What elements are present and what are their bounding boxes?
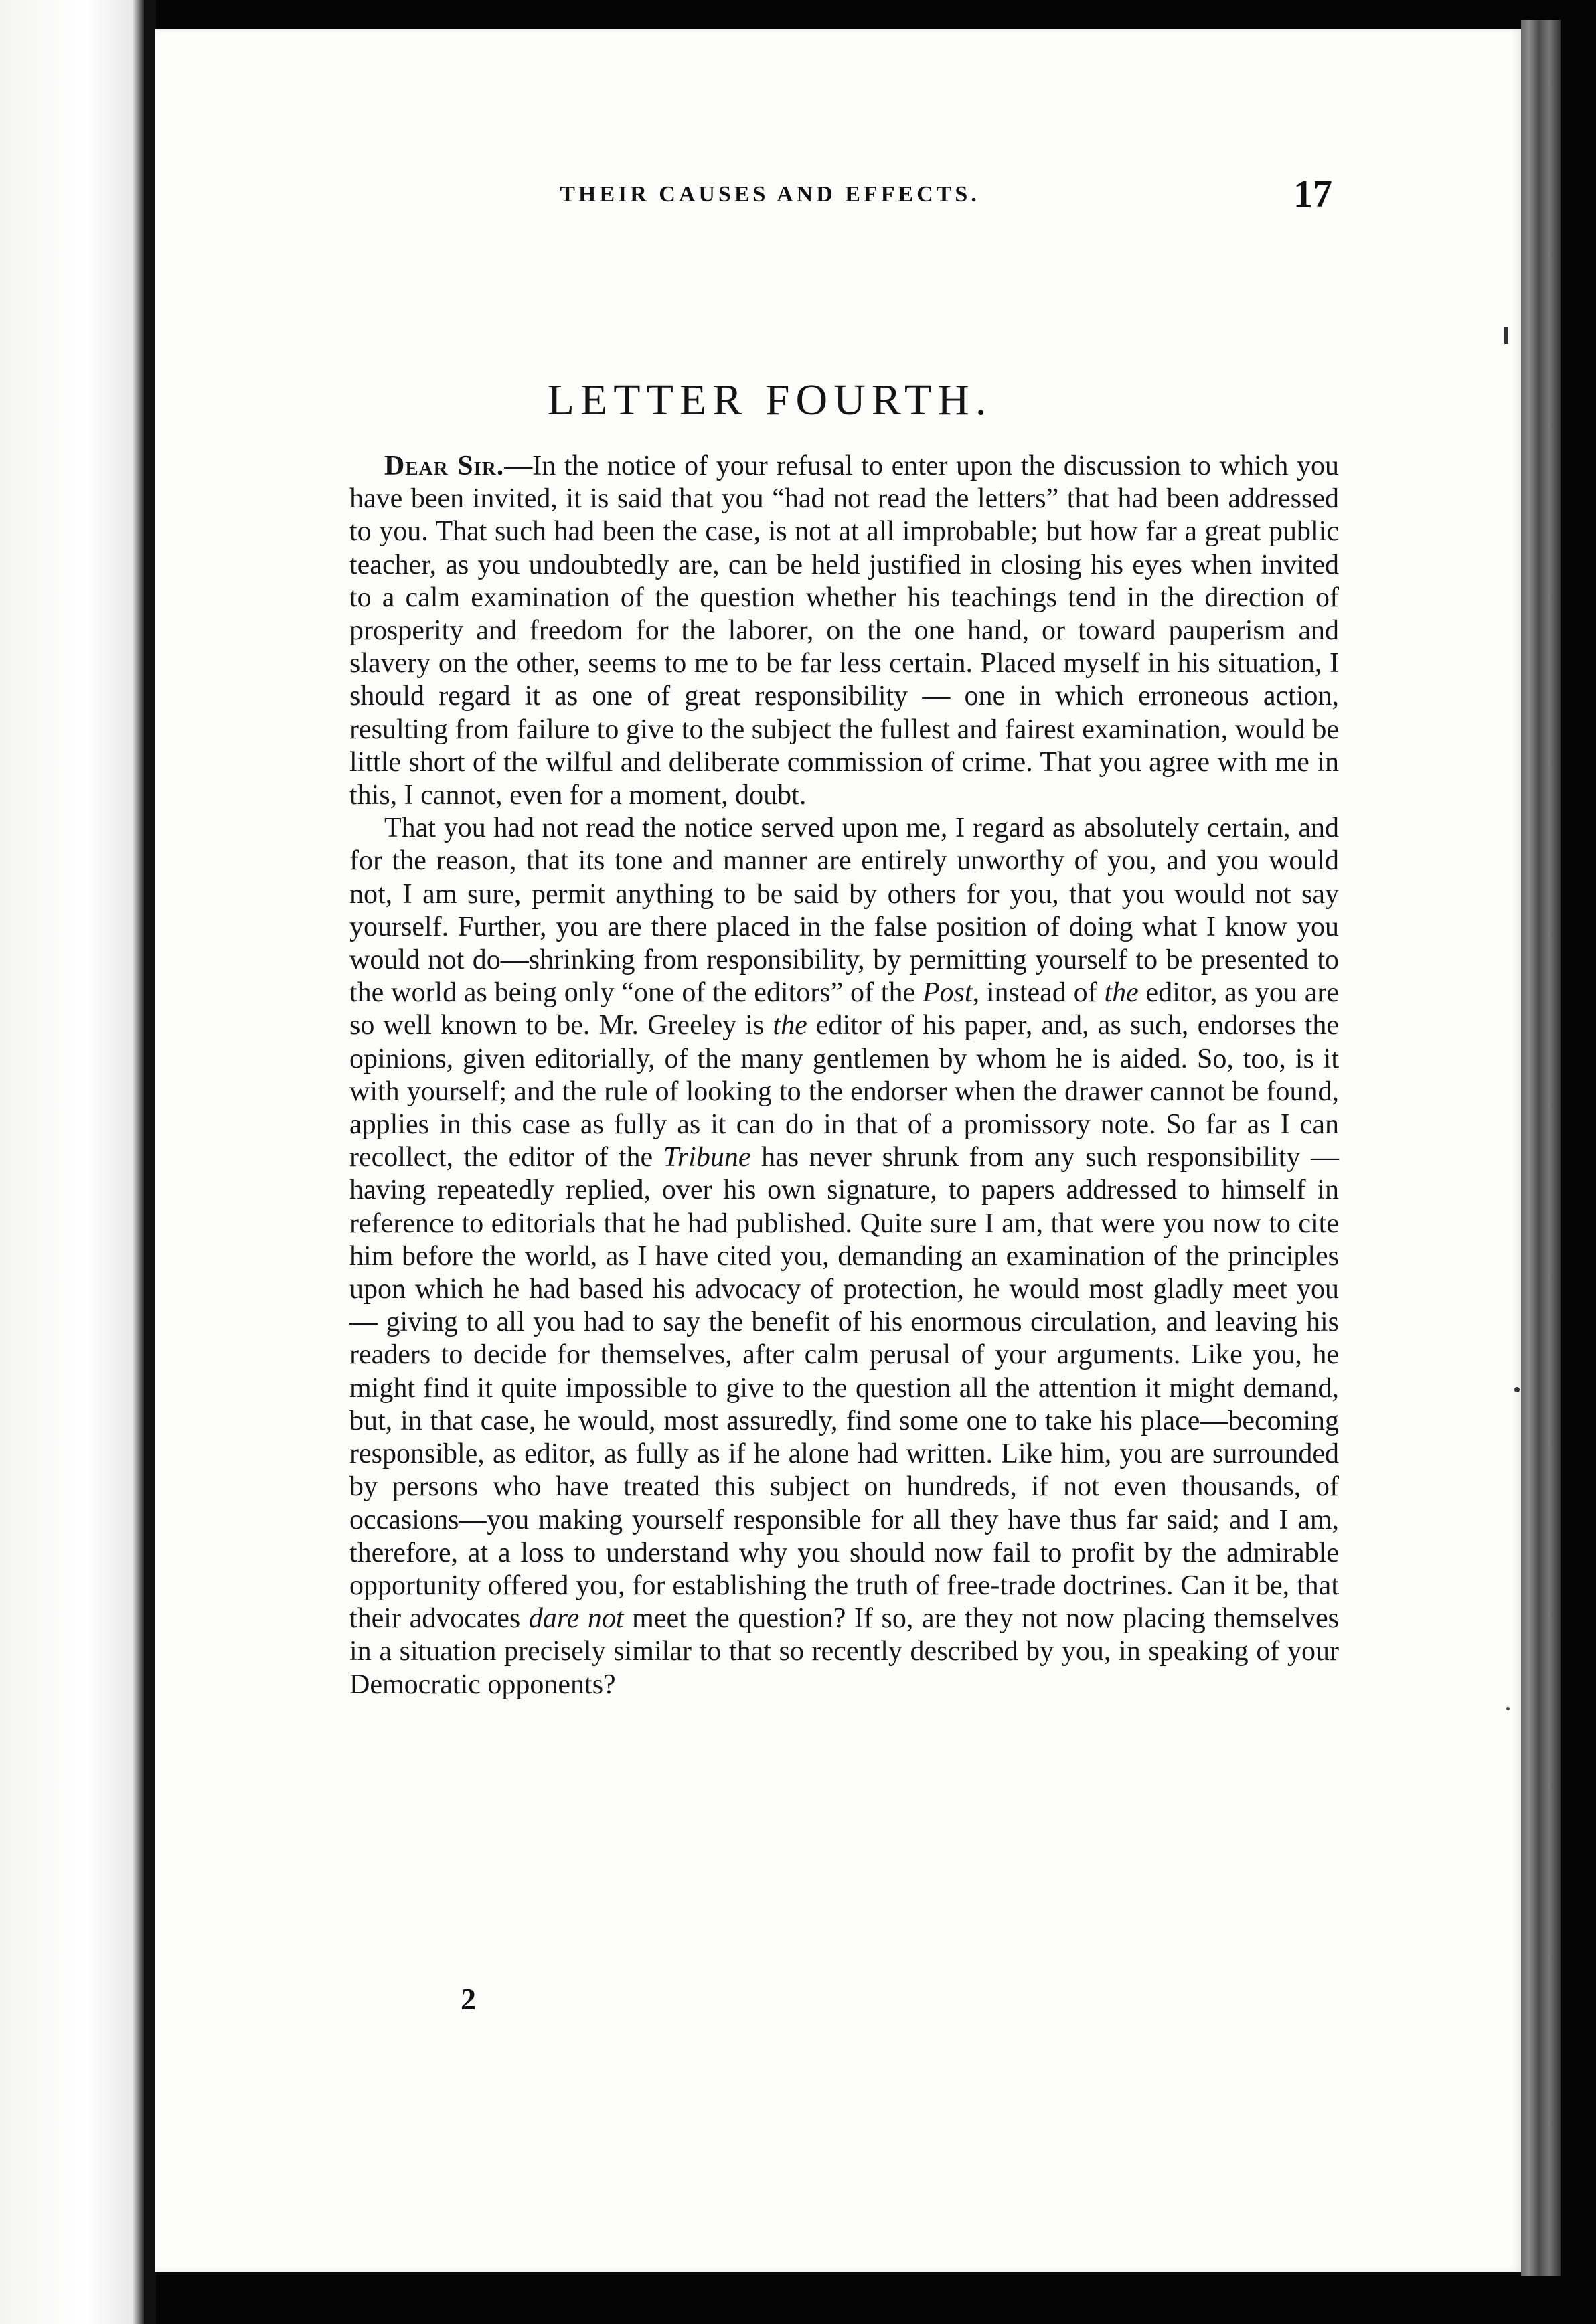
- running-title: THEIR CAUSES AND EFFECTS.: [560, 182, 980, 207]
- paragraph-1-text: —In the notice of your refusal to enter upon the discussion to which you have been invited, it is said that you “had not read the letters” that had been addressed to you. That such had been the case, is not at all improbable; but how far a great public teacher, as you undoubtedly are, can be held justified in closing his eyes when invited to a calm examination of the question whether his teachings tend in the direction of prosperity and freedom for the laborer, on the one hand, or toward pauperism and slavery on the other, seems to me to be far less certain. Placed myself in his situation, I should regard it as one of great responsibility — one in which erroneous action, resulting from failure to give to the subject the fullest and fairest examination, would be little short of the wilful and deliberate commission of crime. That you agree with me in this, I cannot, even for a moment, doubt.: [349, 450, 1339, 811]
- newspaper-title-tribune: Tribune: [663, 1142, 751, 1173]
- scan-speck: [1514, 1387, 1520, 1392]
- emphasis-dare-not: dare not: [528, 1603, 624, 1635]
- page-number: 17: [1293, 172, 1332, 216]
- paragraph-2-text-b: , instead of: [972, 977, 1105, 1009]
- scan-speck: [1506, 1707, 1510, 1710]
- salutation: Dear Sir.: [384, 450, 505, 481]
- paragraph-1: [349, 450, 1339, 812]
- page-stack-edge: [1521, 20, 1561, 2276]
- book-gutter: [144, 0, 156, 2324]
- scan-speck: [1504, 327, 1508, 344]
- running-head: [208, 172, 1332, 222]
- chapter-heading: LETTER FOURTH.: [547, 376, 993, 424]
- paragraph-2-text-e: has never shrunk from any such responsibility — having repeatedly replied, over his own signature, to papers addressed to himself in reference to editorials that he had published. Quite sure I am, that were you now to cite him before the world, as I have cited you, demanding an examination of the principles upon which he had based his advocacy of protection, he would most gladly meet you — giving to all you had to say the benefit of his enormous circulation, and leaving his readers to decide for themselves, after calm perusal of your arguments. Like you, he might find it quite impossible to give to the question all the attention it might demand, but, in that case, he would, most assuredly, find some one to take his place—becoming responsible, as editor, as fully as if he alone had written. Like him, you are surrounded by persons who have treated this subject on hundreds, if not even thousands, of occasions—you making yourself responsible for all they have thus far said; and I am, therefore, at a loss to understand why you should now fail to profit by the admirable opportunity offered you, for establishing the truth of free-trade doctrines. Can it be, that their advocates: [349, 1142, 1339, 1635]
- paragraph-2-text-a: That you had not read the notice served upon me, I regard as absolutely certain, and for the reason, that its tone and manner are entirely unworthy of you, and you would not, I am sure, permit anything to be said by others for you, that you would not say yourself. Further, you are there placed in the false position of doing what I know you would not do—shrinking from responsibility, by permitting yourself to be presented to the world as being only “one of the editors” of the: [349, 813, 1339, 1009]
- paragraph-2-text-f: meet the question? If so, are they not now placing themselves in a situation precisely similar to that so recently described by you, in speaking of your Democratic opponents?: [349, 1603, 1339, 1700]
- paragraph-2: [349, 812, 1339, 1701]
- emphasis-the-1: the: [1104, 977, 1139, 1009]
- paragraph-2-text-d: editor of his paper, and, as such, endorses the opinions, given editorially, of the many gentlemen by whom he is aided. So, too, is it with yourself; and the rule of looking to the endorser when the drawer cannot be found, applies in this case as fully as it can do in that of a promissory note. So far as I can recollect, the editor of the: [349, 1010, 1339, 1173]
- emphasis-the-2: the: [773, 1010, 807, 1042]
- newspaper-title-post: Post: [922, 977, 973, 1009]
- letter-body: [349, 450, 1339, 1702]
- paragraph-2-text-c: editor, as you are so well known to be. Mr. Greeley is: [349, 977, 1339, 1042]
- facing-page-edge: [0, 0, 144, 2324]
- printer-signature-mark: 2: [461, 1982, 476, 2016]
